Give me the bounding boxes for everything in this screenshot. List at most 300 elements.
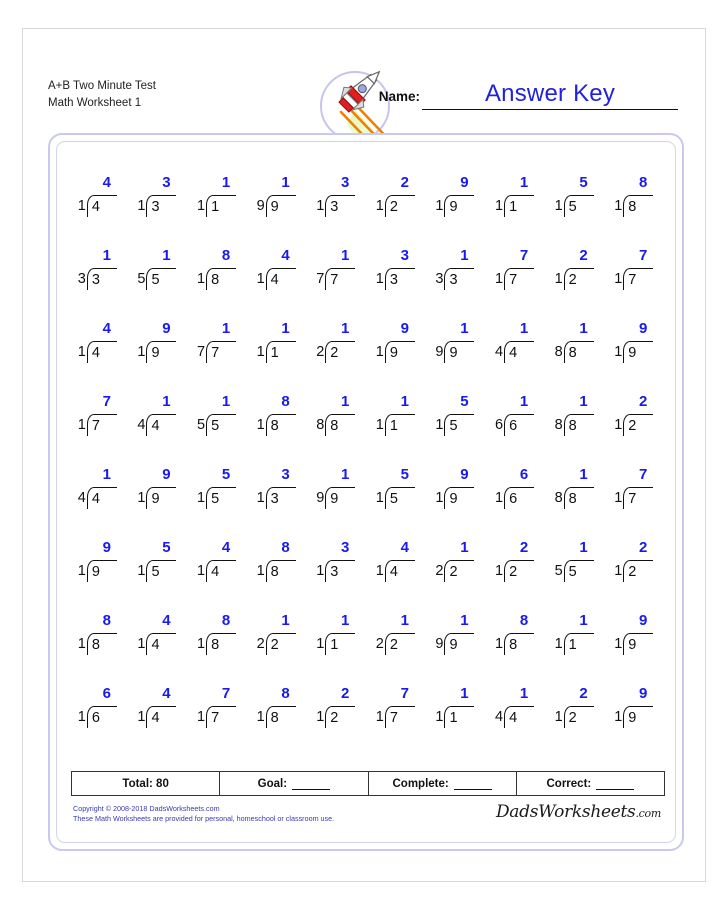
divisor-dividend-row bbox=[257, 341, 296, 363]
division-problem bbox=[131, 241, 191, 314]
division-problem bbox=[607, 168, 667, 241]
divisor-dividend-row bbox=[257, 268, 296, 290]
score-correct[interactable] bbox=[517, 772, 664, 795]
division-problem bbox=[190, 314, 250, 387]
division-problem bbox=[548, 314, 608, 387]
division-problem bbox=[429, 241, 489, 314]
divisor: 1 bbox=[435, 417, 444, 433]
division-problem bbox=[131, 168, 191, 241]
score-goal-blank[interactable] bbox=[292, 778, 330, 790]
dividend: 5 bbox=[211, 418, 220, 434]
divisor-dividend-row bbox=[435, 560, 474, 582]
page-header bbox=[48, 70, 684, 130]
divisor-dividend-row bbox=[614, 706, 653, 728]
divisor: 1 bbox=[375, 198, 384, 214]
division-problem bbox=[369, 460, 429, 533]
divisor: 1 bbox=[614, 563, 623, 579]
quotient-answer: 1 bbox=[281, 320, 290, 337]
divisor-dividend-row bbox=[78, 560, 117, 582]
score-correct-label: Correct: bbox=[546, 777, 592, 790]
divisor-dividend-row bbox=[257, 195, 296, 217]
division-problem bbox=[71, 168, 131, 241]
dividend: 2 bbox=[568, 272, 577, 288]
divisor-dividend-row bbox=[257, 414, 296, 436]
divisor: 1 bbox=[614, 490, 623, 506]
divisor-dividend-row bbox=[614, 195, 653, 217]
quotient-answer: 1 bbox=[281, 174, 290, 191]
division-bracket bbox=[206, 341, 236, 363]
quotient-answer: 1 bbox=[281, 612, 290, 629]
division-problem bbox=[309, 460, 369, 533]
division-problem bbox=[607, 241, 667, 314]
divisor: 5 bbox=[196, 417, 206, 433]
dividend: 3 bbox=[449, 272, 458, 288]
division-problem bbox=[131, 314, 191, 387]
divisor-dividend-row bbox=[435, 487, 474, 509]
dividend: 9 bbox=[270, 199, 279, 215]
dividend: 6 bbox=[91, 710, 100, 726]
division-bracket bbox=[564, 706, 594, 728]
divisor-dividend-row bbox=[316, 633, 355, 655]
division-bracket bbox=[87, 487, 117, 509]
divisor-dividend-row bbox=[555, 195, 594, 217]
division-bracket bbox=[385, 560, 415, 582]
division-problem bbox=[131, 606, 191, 679]
dividend: 3 bbox=[389, 272, 398, 288]
dividend: 8 bbox=[270, 564, 279, 580]
divisor: 1 bbox=[554, 709, 563, 725]
division-bracket bbox=[623, 487, 653, 509]
divisor-dividend-row bbox=[614, 633, 653, 655]
divisor: 1 bbox=[375, 709, 384, 725]
divisor: 1 bbox=[196, 490, 206, 506]
divisor-dividend-row bbox=[555, 633, 594, 655]
divisor-dividend-row bbox=[495, 560, 534, 582]
divisor-dividend-row bbox=[614, 341, 653, 363]
divisor-dividend-row bbox=[316, 268, 355, 290]
quotient-answer: 1 bbox=[341, 320, 350, 337]
quotient-answer: 9 bbox=[460, 174, 469, 191]
dividend: 2 bbox=[330, 710, 339, 726]
quotient-answer: 2 bbox=[639, 539, 648, 556]
divisor-dividend-row bbox=[316, 195, 355, 217]
division-problem bbox=[429, 387, 489, 460]
dividend: 4 bbox=[211, 564, 220, 580]
quotient-answer: 1 bbox=[341, 612, 350, 629]
divisor-dividend-row bbox=[257, 487, 296, 509]
division-problem bbox=[548, 387, 608, 460]
division-problem bbox=[309, 387, 369, 460]
worksheet-panel-inner bbox=[56, 141, 676, 843]
division-problem bbox=[309, 606, 369, 679]
divisor: 1 bbox=[375, 563, 384, 579]
divisor: 3 bbox=[435, 271, 444, 287]
division-bracket bbox=[206, 487, 236, 509]
division-bracket bbox=[146, 341, 176, 363]
division-bracket bbox=[504, 195, 534, 217]
division-bracket bbox=[87, 414, 117, 436]
quotient-answer: 1 bbox=[221, 320, 231, 337]
divisor: 8 bbox=[554, 417, 563, 433]
quotient-answer: 1 bbox=[341, 466, 350, 483]
division-bracket bbox=[266, 341, 296, 363]
dividend: 9 bbox=[91, 564, 100, 580]
dividend: 9 bbox=[628, 637, 637, 653]
divisor: 1 bbox=[316, 709, 325, 725]
division-bracket bbox=[564, 341, 594, 363]
dividend: 8 bbox=[211, 637, 220, 653]
division-problem bbox=[607, 606, 667, 679]
name-label: Name: bbox=[378, 89, 420, 104]
divisor-dividend-row bbox=[78, 195, 117, 217]
quotient-answer: 1 bbox=[221, 393, 231, 410]
dividend: 9 bbox=[449, 199, 458, 215]
division-bracket bbox=[206, 195, 236, 217]
divisor-dividend-row bbox=[614, 414, 653, 436]
quotient-answer: 5 bbox=[579, 174, 588, 191]
division-bracket bbox=[87, 706, 117, 728]
dividend: 4 bbox=[509, 345, 518, 361]
quotient-answer: 7 bbox=[102, 393, 111, 410]
division-problem bbox=[607, 679, 667, 752]
quotient-answer: 5 bbox=[460, 393, 469, 410]
divisor-dividend-row bbox=[137, 633, 176, 655]
quotient-answer: 1 bbox=[519, 320, 529, 337]
divisor: 4 bbox=[494, 709, 504, 725]
division-bracket bbox=[623, 633, 653, 655]
dividend: 2 bbox=[270, 637, 279, 653]
divisor-dividend-row bbox=[495, 633, 534, 655]
quotient-answer: 2 bbox=[579, 685, 588, 702]
divisor-dividend-row bbox=[376, 195, 415, 217]
quotient-answer: 7 bbox=[519, 247, 529, 264]
copyright-block bbox=[73, 804, 334, 824]
divisor: 7 bbox=[196, 344, 206, 360]
quotient-answer: 3 bbox=[281, 466, 290, 483]
dividend: 5 bbox=[449, 418, 458, 434]
quotient-answer: 4 bbox=[281, 247, 290, 264]
divisor-dividend-row bbox=[555, 341, 594, 363]
division-problem bbox=[548, 606, 608, 679]
divisor-dividend-row bbox=[376, 487, 415, 509]
division-problem bbox=[429, 679, 489, 752]
dividend: 1 bbox=[270, 345, 279, 361]
divisor: 1 bbox=[494, 563, 504, 579]
division-problem bbox=[429, 533, 489, 606]
division-bracket bbox=[206, 633, 236, 655]
divisor-dividend-row bbox=[435, 268, 474, 290]
divisor: 1 bbox=[256, 417, 265, 433]
divisor-dividend-row bbox=[495, 487, 534, 509]
divisor: 9 bbox=[256, 198, 265, 214]
quotient-answer: 8 bbox=[102, 612, 111, 629]
divisor-dividend-row bbox=[137, 341, 176, 363]
quotient-answer: 4 bbox=[400, 539, 409, 556]
dividend: 3 bbox=[270, 491, 279, 507]
quotient-answer: 5 bbox=[162, 539, 171, 556]
divisor: 4 bbox=[77, 490, 86, 506]
page-footer bbox=[71, 802, 665, 836]
division-bracket bbox=[504, 706, 534, 728]
division-problem bbox=[250, 606, 310, 679]
division-bracket bbox=[504, 341, 534, 363]
quotient-answer: 1 bbox=[519, 393, 529, 410]
division-bracket bbox=[623, 706, 653, 728]
divisor: 1 bbox=[137, 709, 146, 725]
divisor-dividend-row bbox=[78, 706, 117, 728]
division-bracket bbox=[266, 268, 296, 290]
divisor-dividend-row bbox=[316, 706, 355, 728]
division-bracket bbox=[325, 560, 355, 582]
divisor: 1 bbox=[77, 563, 86, 579]
quotient-answer: 1 bbox=[102, 247, 111, 264]
dividend: 8 bbox=[330, 418, 339, 434]
division-bracket bbox=[266, 195, 296, 217]
divisor: 1 bbox=[256, 563, 265, 579]
worksheet-title-line1: A+B Two Minute Test bbox=[48, 80, 156, 92]
divisor: 1 bbox=[256, 344, 265, 360]
division-problem bbox=[548, 460, 608, 533]
divisor-dividend-row bbox=[555, 487, 594, 509]
division-problem bbox=[369, 241, 429, 314]
dividend: 4 bbox=[91, 199, 100, 215]
division-problem bbox=[488, 241, 548, 314]
divisor: 5 bbox=[554, 563, 563, 579]
division-problem bbox=[488, 314, 548, 387]
dividend: 8 bbox=[211, 272, 220, 288]
divisor: 1 bbox=[614, 417, 623, 433]
dividend: 4 bbox=[509, 710, 518, 726]
dividend: 8 bbox=[270, 418, 279, 434]
quotient-answer: 4 bbox=[102, 320, 111, 337]
division-problem bbox=[369, 679, 429, 752]
quotient-answer: 6 bbox=[519, 466, 529, 483]
dividend: 3 bbox=[91, 272, 100, 288]
division-problem bbox=[190, 387, 250, 460]
divisor-dividend-row bbox=[137, 487, 176, 509]
division-problem bbox=[190, 168, 250, 241]
quotient-answer: 1 bbox=[519, 174, 529, 191]
division-problem bbox=[250, 460, 310, 533]
divisor-dividend-row bbox=[376, 560, 415, 582]
dividend: 9 bbox=[449, 345, 458, 361]
division-bracket bbox=[444, 487, 474, 509]
dividend: 2 bbox=[628, 418, 637, 434]
dividend: 9 bbox=[628, 710, 637, 726]
division-problem bbox=[131, 460, 191, 533]
dividend: 5 bbox=[389, 491, 398, 507]
divisor: 8 bbox=[554, 344, 563, 360]
divisor: 1 bbox=[196, 563, 206, 579]
quotient-answer: 5 bbox=[221, 466, 231, 483]
score-complete-blank[interactable] bbox=[454, 778, 492, 790]
division-bracket bbox=[444, 268, 474, 290]
divisor: 1 bbox=[494, 198, 504, 214]
divisor: 2 bbox=[256, 636, 265, 652]
worksheet-title bbox=[48, 78, 156, 112]
dividend: 4 bbox=[91, 491, 100, 507]
divisor: 1 bbox=[256, 709, 265, 725]
division-bracket bbox=[87, 268, 117, 290]
division-bracket bbox=[146, 487, 176, 509]
divisor-dividend-row bbox=[376, 268, 415, 290]
quotient-answer: 1 bbox=[579, 612, 588, 629]
divisor: 1 bbox=[614, 709, 623, 725]
divisor-dividend-row bbox=[555, 414, 594, 436]
divisor-dividend-row bbox=[495, 341, 534, 363]
dividend: 7 bbox=[211, 710, 220, 726]
score-goal[interactable] bbox=[220, 772, 368, 795]
division-bracket bbox=[146, 268, 176, 290]
dividend: 3 bbox=[330, 199, 339, 215]
quotient-answer: 4 bbox=[162, 612, 171, 629]
dividend: 8 bbox=[628, 199, 637, 215]
division-bracket bbox=[87, 560, 117, 582]
quotient-answer: 2 bbox=[639, 393, 648, 410]
dividend: 2 bbox=[389, 637, 398, 653]
dividend: 8 bbox=[270, 710, 279, 726]
division-problem bbox=[71, 533, 131, 606]
divisor: 1 bbox=[137, 344, 146, 360]
division-problem bbox=[250, 314, 310, 387]
division-bracket bbox=[146, 195, 176, 217]
quotient-answer: 1 bbox=[341, 247, 350, 264]
division-problem bbox=[250, 533, 310, 606]
division-problem bbox=[429, 460, 489, 533]
dividend: 7 bbox=[389, 710, 398, 726]
divisor: 1 bbox=[137, 198, 146, 214]
divisor: 5 bbox=[137, 271, 146, 287]
quotient-answer: 9 bbox=[162, 466, 171, 483]
division-problem bbox=[369, 606, 429, 679]
dividend: 5 bbox=[151, 272, 160, 288]
divisor-dividend-row bbox=[495, 195, 534, 217]
quotient-answer: 3 bbox=[341, 174, 350, 191]
division-problem bbox=[548, 241, 608, 314]
worksheet-panel bbox=[48, 133, 684, 851]
quotient-answer: 4 bbox=[102, 174, 111, 191]
division-bracket bbox=[325, 706, 355, 728]
divisor-dividend-row bbox=[78, 341, 117, 363]
dividend: 5 bbox=[211, 491, 220, 507]
dividend: 1 bbox=[509, 199, 518, 215]
divisor-dividend-row bbox=[555, 706, 594, 728]
divisor-dividend-row bbox=[78, 633, 117, 655]
divisor: 1 bbox=[435, 709, 444, 725]
quotient-answer: 1 bbox=[341, 393, 350, 410]
quotient-answer: 1 bbox=[221, 174, 231, 191]
dividend: 1 bbox=[330, 637, 339, 653]
divisor: 1 bbox=[554, 636, 563, 652]
quotient-answer: 1 bbox=[460, 612, 469, 629]
quotient-answer: 1 bbox=[400, 612, 409, 629]
dividend: 1 bbox=[568, 637, 577, 653]
divisor: 1 bbox=[435, 490, 444, 506]
quotient-answer: 9 bbox=[102, 539, 111, 556]
divisor: 1 bbox=[554, 198, 563, 214]
division-problem bbox=[488, 606, 548, 679]
dividend: 7 bbox=[628, 491, 637, 507]
divisor-dividend-row bbox=[614, 487, 653, 509]
quotient-answer: 7 bbox=[639, 247, 648, 264]
division-problem bbox=[607, 460, 667, 533]
dividend: 2 bbox=[568, 710, 577, 726]
quotient-answer: 1 bbox=[579, 539, 588, 556]
division-problem bbox=[190, 460, 250, 533]
quotient-answer: 1 bbox=[460, 320, 469, 337]
divisor-dividend-row bbox=[435, 706, 474, 728]
quotient-answer: 1 bbox=[162, 393, 171, 410]
division-bracket bbox=[266, 633, 296, 655]
quotient-answer: 9 bbox=[639, 612, 648, 629]
divisor: 1 bbox=[196, 198, 206, 214]
dividend: 8 bbox=[509, 637, 518, 653]
divisor: 1 bbox=[316, 563, 325, 579]
divisor: 1 bbox=[494, 490, 504, 506]
quotient-answer: 9 bbox=[639, 320, 648, 337]
score-complete[interactable] bbox=[369, 772, 517, 795]
division-bracket bbox=[206, 560, 236, 582]
division-bracket bbox=[325, 414, 355, 436]
divisor: 4 bbox=[494, 344, 504, 360]
dividend: 9 bbox=[330, 491, 339, 507]
score-correct-blank[interactable] bbox=[596, 778, 634, 790]
divisor-dividend-row bbox=[197, 560, 236, 582]
division-problem bbox=[309, 679, 369, 752]
divisor-dividend-row bbox=[257, 560, 296, 582]
divisor-dividend-row bbox=[614, 560, 653, 582]
quotient-answer: 6 bbox=[102, 685, 111, 702]
dividend: 3 bbox=[330, 564, 339, 580]
quotient-answer: 1 bbox=[102, 466, 111, 483]
dividend: 4 bbox=[270, 272, 279, 288]
divisor-dividend-row bbox=[257, 706, 296, 728]
divisor-dividend-row bbox=[495, 268, 534, 290]
divisor-dividend-row bbox=[614, 268, 653, 290]
division-bracket bbox=[87, 633, 117, 655]
score-complete-label: Complete: bbox=[392, 777, 449, 790]
divisor-dividend-row bbox=[137, 414, 176, 436]
score-row bbox=[71, 771, 665, 796]
dividend: 1 bbox=[449, 710, 458, 726]
divisor-dividend-row bbox=[197, 341, 236, 363]
division-bracket bbox=[266, 706, 296, 728]
divisor-dividend-row bbox=[137, 560, 176, 582]
quotient-answer: 2 bbox=[519, 539, 529, 556]
divisor-dividend-row bbox=[435, 341, 474, 363]
divisor: 1 bbox=[614, 344, 623, 360]
divisor-dividend-row bbox=[495, 706, 534, 728]
quotient-answer: 1 bbox=[519, 685, 529, 702]
dividend: 3 bbox=[151, 199, 160, 215]
quotient-answer: 8 bbox=[221, 612, 231, 629]
division-bracket bbox=[325, 268, 355, 290]
name-input-line[interactable] bbox=[422, 80, 678, 110]
divisor-dividend-row bbox=[316, 560, 355, 582]
divisor-dividend-row bbox=[316, 414, 355, 436]
divisor: 3 bbox=[77, 271, 86, 287]
answer-key-text: Answer Key bbox=[484, 80, 616, 107]
division-problem bbox=[190, 533, 250, 606]
dividend: 5 bbox=[568, 564, 577, 580]
quotient-answer: 1 bbox=[460, 247, 469, 264]
division-bracket bbox=[206, 268, 236, 290]
divisor-dividend-row bbox=[316, 487, 355, 509]
division-bracket bbox=[206, 414, 236, 436]
division-problem bbox=[429, 606, 489, 679]
divisor: 1 bbox=[196, 709, 206, 725]
divisor-dividend-row bbox=[435, 414, 474, 436]
